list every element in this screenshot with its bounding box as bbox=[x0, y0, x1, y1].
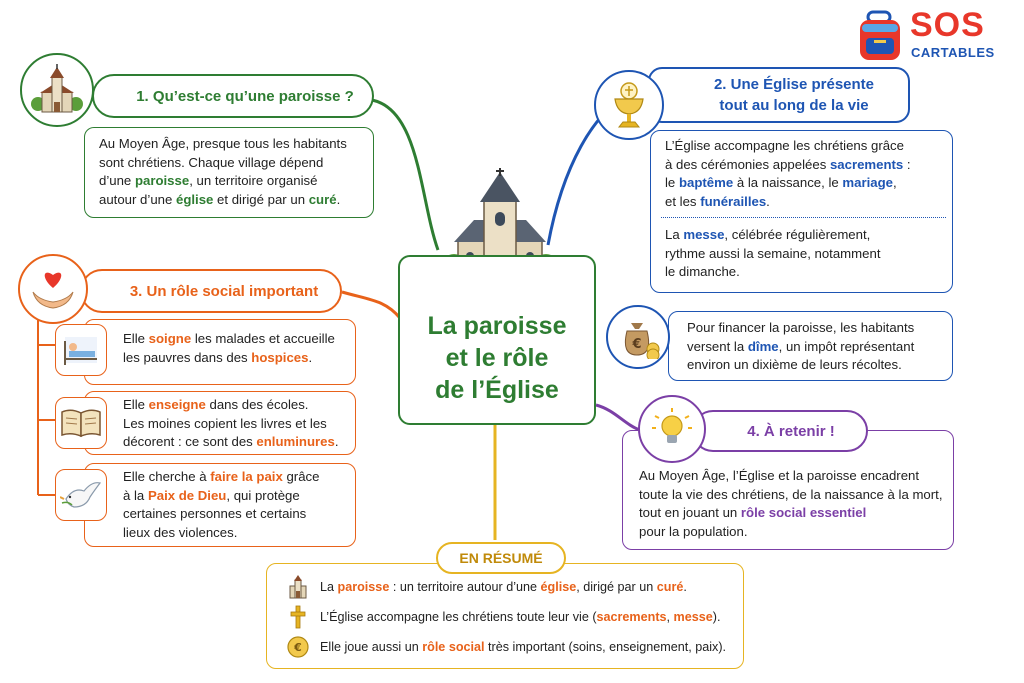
summary-church-icon bbox=[285, 574, 311, 600]
cross-icon bbox=[288, 604, 308, 630]
enseigne-icon-box bbox=[55, 397, 107, 449]
section2-title-line2: tout au long de la vie bbox=[719, 97, 869, 114]
section2-icon-circle bbox=[594, 70, 664, 140]
soin-text: les malades et accueille bbox=[191, 331, 335, 346]
patient-bed-icon bbox=[61, 333, 101, 367]
dime-text: Pour financer la paroisse, les habitants bbox=[687, 320, 915, 335]
s2-text: . bbox=[766, 193, 770, 209]
s2-line2 bbox=[665, 156, 942, 175]
section2-title-line1: 2. Une Église présente bbox=[713, 76, 875, 93]
s2-text: et les bbox=[665, 193, 701, 209]
keyword-messe: messe bbox=[673, 610, 713, 624]
keyword-role-social: rôle social bbox=[422, 640, 485, 654]
svg-text:€: € bbox=[294, 641, 302, 654]
enseigne-text: Les moines copient les livres et les bbox=[123, 415, 327, 431]
section4-icon-circle bbox=[638, 395, 706, 463]
keyword-paroisse: paroisse bbox=[337, 580, 390, 594]
paix-text: grâce bbox=[282, 469, 320, 484]
soin-line1 bbox=[123, 330, 347, 349]
enseigne-text: . bbox=[334, 434, 339, 449]
paix-text: certaines personnes et certains bbox=[123, 506, 307, 521]
keyword-messe: messe bbox=[683, 227, 725, 242]
enseigne-line3 bbox=[123, 433, 347, 452]
section3-title-text: 3. Un rôle social important bbox=[129, 282, 319, 300]
s2-text: rythme aussi la semaine, notamment bbox=[665, 245, 881, 261]
s4-text: tout en jouant un bbox=[639, 505, 741, 520]
keyword-hospices: hospices bbox=[251, 349, 309, 365]
summary-text: : un territoire autour d’une bbox=[389, 580, 541, 594]
s2-text: à des cérémonies appelées bbox=[665, 156, 830, 172]
soin-card bbox=[84, 319, 356, 385]
lightbulb-icon bbox=[650, 406, 694, 452]
dime-text: versent la bbox=[687, 338, 748, 354]
paix-text: à la bbox=[123, 487, 148, 503]
svg-text:€: € bbox=[632, 337, 642, 352]
keyword-sacrements: sacrements bbox=[596, 610, 667, 624]
enseigne-line2 bbox=[123, 415, 347, 434]
summary-line1 bbox=[320, 580, 687, 594]
soin-icon-box bbox=[55, 324, 107, 376]
section1-title-text: 1. Qu’est-ce qu’une paroisse ? bbox=[136, 87, 354, 105]
keyword-dime: dîme bbox=[747, 338, 779, 354]
dime-line1 bbox=[687, 319, 944, 338]
keyword-faire-la-paix: faire la paix bbox=[210, 469, 283, 484]
section1-title bbox=[92, 74, 374, 118]
summary-text: , bbox=[666, 610, 674, 624]
s4-text: toute la vie des chrétiens, de la naissance à la mort, bbox=[639, 486, 943, 502]
s2-text: à la naissance, le bbox=[733, 175, 843, 190]
central-title bbox=[398, 310, 596, 406]
keyword-sacrements: sacrements bbox=[829, 156, 904, 172]
soin-text: . bbox=[308, 349, 313, 365]
s2-line4 bbox=[665, 193, 942, 212]
s2-text: L’Église accompagne les chrétiens grâce bbox=[665, 138, 904, 153]
s2-text: La bbox=[665, 227, 684, 242]
central-title-line3: de l’Église bbox=[435, 376, 559, 404]
soin-line2 bbox=[123, 349, 347, 368]
enseigne-line1 bbox=[123, 396, 347, 415]
s2-line1 bbox=[665, 137, 942, 156]
euro-coin-icon bbox=[287, 636, 309, 658]
s2-line5 bbox=[665, 226, 942, 245]
backpack-icon bbox=[856, 10, 904, 62]
s1-line2 bbox=[99, 154, 363, 173]
s1-text: autour d’une bbox=[99, 191, 176, 207]
keyword-paroisse: paroisse bbox=[134, 173, 190, 188]
summary-text: très important (soins, enseignement, paix). bbox=[484, 640, 727, 654]
section3-title bbox=[80, 269, 342, 313]
s1-line1 bbox=[99, 135, 363, 154]
s1-line3 bbox=[99, 172, 363, 191]
s2-line6 bbox=[665, 245, 942, 264]
s4-text: pour la population. bbox=[639, 523, 748, 539]
s1-text: , un territoire organisé bbox=[189, 173, 318, 188]
keyword-bapteme: baptême bbox=[678, 175, 734, 190]
paix-text: , qui protège bbox=[226, 487, 300, 503]
section1-icon-circle bbox=[20, 53, 94, 127]
s2-text: le bbox=[665, 175, 679, 190]
dove-icon bbox=[60, 477, 102, 513]
keyword-role-social-essentiel: rôle social essentiel bbox=[740, 505, 867, 520]
keyword-paix-de-dieu: Paix de Dieu bbox=[147, 487, 227, 503]
s1-line4 bbox=[99, 191, 363, 210]
keyword-mariage: mariage bbox=[842, 175, 893, 190]
village-church-icon bbox=[30, 64, 84, 116]
s4-line4 bbox=[639, 523, 945, 542]
section4-title bbox=[692, 410, 868, 452]
soin-text: les pauvres dans des bbox=[123, 349, 252, 365]
s2-line7 bbox=[665, 263, 942, 282]
s2-text: , bbox=[893, 175, 897, 190]
section4-title-text: 4. À retenir ! bbox=[747, 422, 835, 440]
logo bbox=[856, 8, 1016, 63]
keyword-eglise: église bbox=[540, 580, 577, 594]
enseigne-text: dans des écoles. bbox=[205, 397, 309, 412]
enseigne-text: décorent : ce sont des bbox=[123, 434, 257, 449]
s2-line3 bbox=[665, 174, 942, 193]
s1-text: . bbox=[336, 191, 341, 207]
soin-text: Elle bbox=[123, 331, 149, 346]
paix-line3 bbox=[123, 505, 347, 524]
s4-text: Au Moyen Âge, l’Église et la paroisse encadrent bbox=[639, 468, 920, 483]
section1-card bbox=[84, 127, 374, 218]
s1-text: d’une bbox=[99, 173, 135, 188]
dime-card bbox=[668, 311, 953, 381]
s1-text: Au Moyen Âge, presque tous les habitants bbox=[99, 136, 347, 151]
dime-text: environ un dixième de leurs récoltes. bbox=[687, 357, 902, 372]
central-title-line2: et le rôle bbox=[445, 344, 549, 372]
section2-title bbox=[648, 67, 910, 123]
s4-line2 bbox=[639, 486, 945, 505]
s2-text: , célébrée régulièrement, bbox=[724, 227, 871, 242]
summary-title-text: EN RÉSUMÉ bbox=[459, 550, 543, 566]
summary-text: La bbox=[320, 580, 338, 594]
dime-line2 bbox=[687, 338, 944, 357]
s1-text: sont chrétiens. Chaque village dépend bbox=[99, 154, 324, 170]
s4-line3 bbox=[639, 504, 945, 523]
keyword-cure: curé bbox=[656, 580, 684, 594]
paix-icon-box bbox=[55, 469, 107, 521]
dime-text: , un impôt représentant bbox=[778, 338, 915, 354]
paix-line2 bbox=[123, 487, 347, 506]
money-bag-icon bbox=[615, 315, 661, 359]
dotted-divider bbox=[661, 217, 946, 218]
enseigne-text: Elle bbox=[123, 397, 149, 412]
summary-text: . bbox=[683, 580, 687, 594]
summary-text: , dirigé par un bbox=[576, 580, 657, 594]
paix-text: lieux des violences. bbox=[123, 524, 238, 540]
s2-text: le dimanche. bbox=[665, 264, 740, 279]
enseigne-card bbox=[84, 391, 356, 455]
s1-text: et dirigé par un bbox=[213, 191, 309, 207]
s2-text: : bbox=[903, 156, 911, 172]
logo-line1: SOS bbox=[910, 6, 985, 44]
summary-text: Elle joue aussi un bbox=[320, 640, 423, 654]
summary-text: ). bbox=[712, 610, 721, 624]
heart-hands-icon bbox=[29, 266, 77, 312]
logo-line2: CARTABLES bbox=[911, 45, 995, 60]
keyword-enseigne: enseigne bbox=[148, 397, 206, 412]
chalice-icon bbox=[609, 81, 649, 129]
keyword-funerailles: funérailles bbox=[700, 193, 767, 209]
dime-icon-circle bbox=[606, 305, 670, 369]
paix-card bbox=[84, 463, 356, 547]
dime-line3 bbox=[687, 356, 944, 375]
summary-text: L’Église accompagne les chrétiens toute leur vie ( bbox=[320, 610, 597, 624]
keyword-enluminures: enluminures bbox=[256, 434, 335, 449]
central-title-line1: La paroisse bbox=[427, 312, 567, 340]
keyword-eglise: église bbox=[176, 191, 214, 207]
book-icon bbox=[60, 408, 102, 438]
summary-title bbox=[436, 542, 566, 574]
summary-line3 bbox=[320, 640, 726, 654]
summary-line2 bbox=[320, 610, 720, 624]
paix-line4 bbox=[123, 524, 347, 543]
section3-icon-circle bbox=[18, 254, 88, 324]
paix-text: Elle cherche à bbox=[123, 469, 211, 484]
paix-line1 bbox=[123, 468, 347, 487]
keyword-soigne: soigne bbox=[148, 331, 192, 346]
section2-card bbox=[650, 130, 953, 293]
s4-line1 bbox=[639, 467, 945, 486]
keyword-cure: curé bbox=[308, 191, 337, 207]
